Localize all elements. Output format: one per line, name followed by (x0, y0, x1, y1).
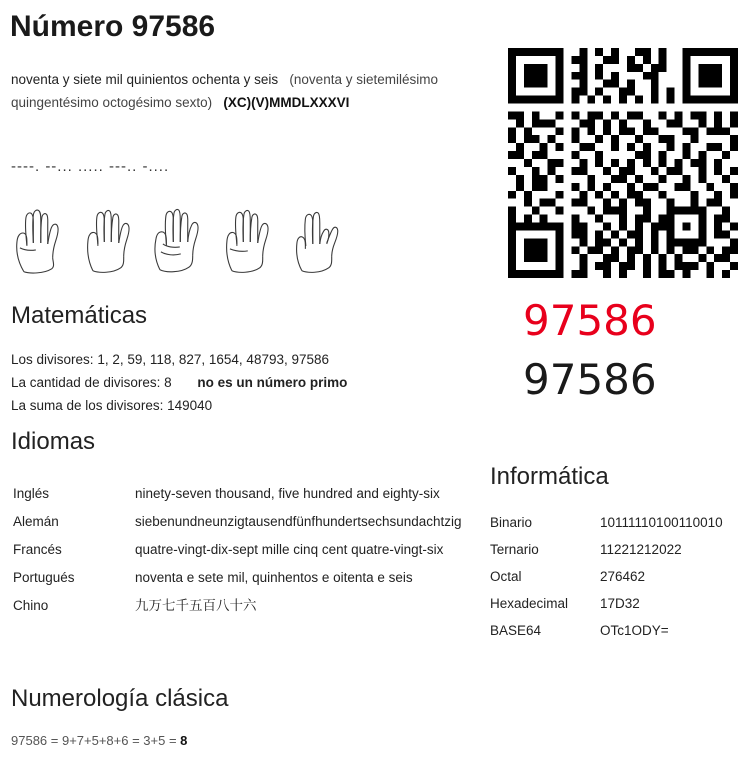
informatics-key: Hexadecimal (490, 596, 569, 611)
language-name: Portugués (13, 570, 75, 585)
language-value: siebenundneunzigtausendfünfhundertsechsundachtzig (135, 514, 462, 529)
informatics-value: 276462 (600, 569, 646, 584)
languages-table (11, 480, 481, 620)
informatics-key: Octal (490, 569, 522, 584)
morse-code: ----. --... ..... ---.. -.... (11, 158, 170, 175)
number-display-black: 97586 (523, 355, 657, 404)
divisors-row (11, 348, 347, 371)
language-value: 九万七千五百八十六 (135, 598, 257, 613)
cardinal-spelling: noventa y siete mil quinientos ochenta y seis (11, 72, 279, 87)
primality-note: no es un número primo (197, 375, 348, 390)
hand-icon (147, 196, 209, 274)
informatics-value: 10111110100110010 (600, 515, 723, 530)
language-value: noventa e sete mil, quinhentos e oitenta e seis (135, 570, 413, 585)
informatics-table (490, 510, 745, 645)
informatics-key: Ternario (490, 542, 539, 557)
divisor-count-value: 8 (164, 375, 172, 390)
divisors-label: Los divisores: (11, 352, 94, 367)
language-name: Inglés (13, 486, 50, 501)
divisor-sum-value: 149040 (167, 398, 213, 413)
hand-counting-illustration (8, 196, 348, 274)
hand-icon (78, 196, 140, 274)
section-heading-mathematics: Matemáticas (11, 302, 148, 329)
mathematics-details (11, 348, 347, 417)
qr-code (508, 48, 738, 278)
qr-code-image (508, 48, 738, 278)
table-row (11, 480, 481, 508)
section-heading-languages: Idiomas (11, 428, 96, 455)
numerology-calculation (11, 733, 187, 748)
language-name: Francés (13, 542, 62, 557)
number-display-red: 97586 (523, 296, 657, 345)
language-name: Chino (13, 598, 49, 613)
numerology-expression: 97586 = 9+7+5+8+6 = 3+5 = (11, 733, 181, 748)
page-title: Número 97586 (10, 10, 216, 43)
section-heading-numerology: Numerología clásica (11, 685, 229, 712)
table-row (11, 564, 481, 592)
table-row (490, 591, 745, 618)
table-row (490, 618, 745, 645)
number-spelling (11, 68, 481, 114)
divisors-value: 1, 2, 59, 118, 827, 1654, 48793, 97586 (97, 352, 330, 367)
informatics-value: 17D32 (600, 596, 640, 611)
language-name: Alemán (13, 514, 59, 529)
section-heading-informatics: Informática (490, 463, 609, 490)
informatics-value: OTc1ODY= (600, 623, 669, 638)
language-value: quatre-vingt-dix-sept mille cinq cent quatre-vingt-six (135, 542, 444, 557)
divisor-sum-label: La suma de los divisores: (11, 398, 164, 413)
table-row (11, 592, 481, 620)
table-row (490, 510, 745, 537)
language-value: ninety-seven thousand, five hundred and eighty-six (135, 486, 440, 501)
informatics-key: BASE64 (490, 623, 542, 638)
informatics-key: Binario (490, 515, 533, 530)
table-row (490, 564, 745, 591)
divisor-count-row (11, 371, 347, 394)
divisor-count-label: La cantidad de divisores: (11, 375, 161, 390)
hand-icon (8, 196, 70, 274)
numerology-result: 8 (180, 733, 188, 748)
roman-numeral: (XC)(V)MMDLXXXVI (223, 95, 350, 110)
ordinal-spelling: (noventa y sietemilésimo quingentésimo octogésimo sexto) (11, 72, 438, 110)
informatics-value: 11221212022 (600, 542, 682, 557)
hand-icon (217, 196, 279, 274)
hand-icon (286, 196, 348, 274)
table-row (490, 537, 745, 564)
table-row (11, 508, 481, 536)
divisor-sum-row (11, 394, 347, 417)
table-row (11, 536, 481, 564)
